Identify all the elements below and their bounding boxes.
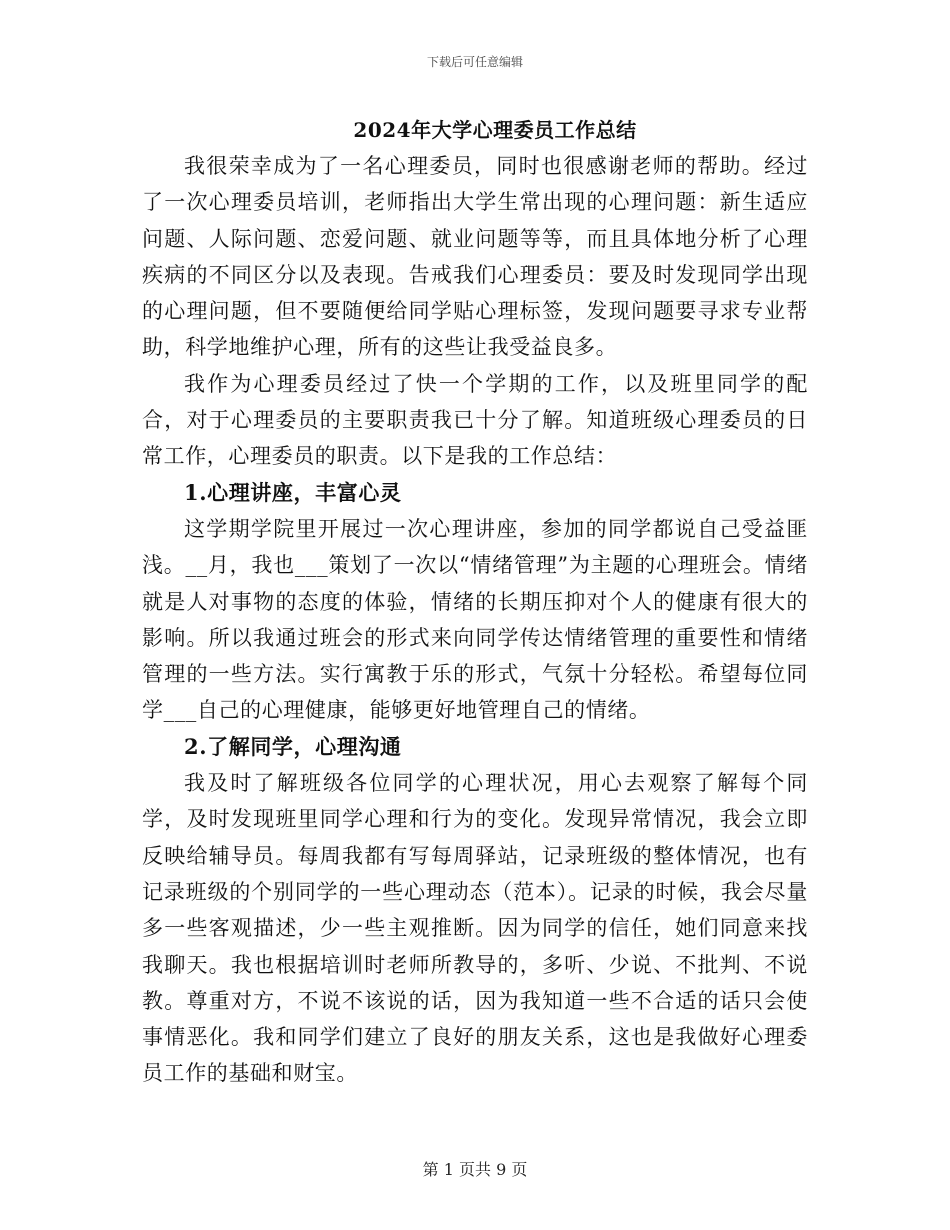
document-title: 2024年大学心理委员工作总结 bbox=[353, 118, 637, 142]
paragraph-lecture: 这学期学院里开展过一次心理讲座，参加的同学都说自己受益匪浅。__月，我也___策划了一次以“情绪管理”为主题的心理班会。情绪就是人对事物的态度的体验，情绪的长期压抑对个人的健康有很大的影响。所以我通过班会的形式来向同学传达情绪管理的重要性和情绪管理的一些方法。实行寓教于乐的形式，气氛十分轻松。希望每位同学___自己的心理健康，能够更好地管理自己的情绪。 bbox=[142, 516, 808, 723]
section-heading-2: 2.了解同学，心理沟通 bbox=[184, 733, 402, 759]
paragraph-intro: 我很荣幸成为了一名心理委员，同时也很感谢老师的帮助。经过了一次心理委员培训，老师指出大学生常出现的心理问题：新生适应问题、人际问题、恋爱问题、就业问题等等，而且具体地分析了心理疾病的不同区分以及表现。告戒我们心理委员：要及时发现同学出现的心理问题，但不要随便给同学贴心理标签，发现问题要寻求专业帮助，科学地维护心理，所有的这些让我受益良多。 bbox=[142, 154, 808, 360]
paragraph-communication: 我及时了解班级各位同学的心理状况，用心去观察了解每个同学，及时发现班里同学心理和行为的变化。发现异常情况，我会立即反映给辅导员。每周我都有写每周驿站，记录班级的整体情况，也有记录班级的个别同学的一些心理动态（范本）。记录的时候，我会尽量多一些客观描述，少一些主观推断。因为同学的信任，她们同意来找我聊天。我也根据培训时老师所教导的，多听、少说、不批判、不说教。尊重对方，不说不该说的话，因为我知道一些不合适的话只会使事情恶化。我和同学们建立了良好的朋友关系，这也是我做好心理委员工作的基础和财宝。 bbox=[142, 771, 808, 1086]
page-footer: 第 1 页共 9 页 bbox=[422, 1160, 528, 1179]
section-heading-1: 1.心理讲座，丰富心灵 bbox=[184, 479, 402, 505]
document-body bbox=[142, 148, 808, 1092]
paragraph-summary-lead: 我作为心理委员经过了快一个学期的工作，以及班里同学的配合，对于心理委员的主要职责我已十分了解。知道班级心理委员的日常工作，心理委员的职责。以下是我的工作总结： bbox=[142, 371, 808, 469]
header-note: 下载后可任意编辑 bbox=[426, 55, 523, 69]
